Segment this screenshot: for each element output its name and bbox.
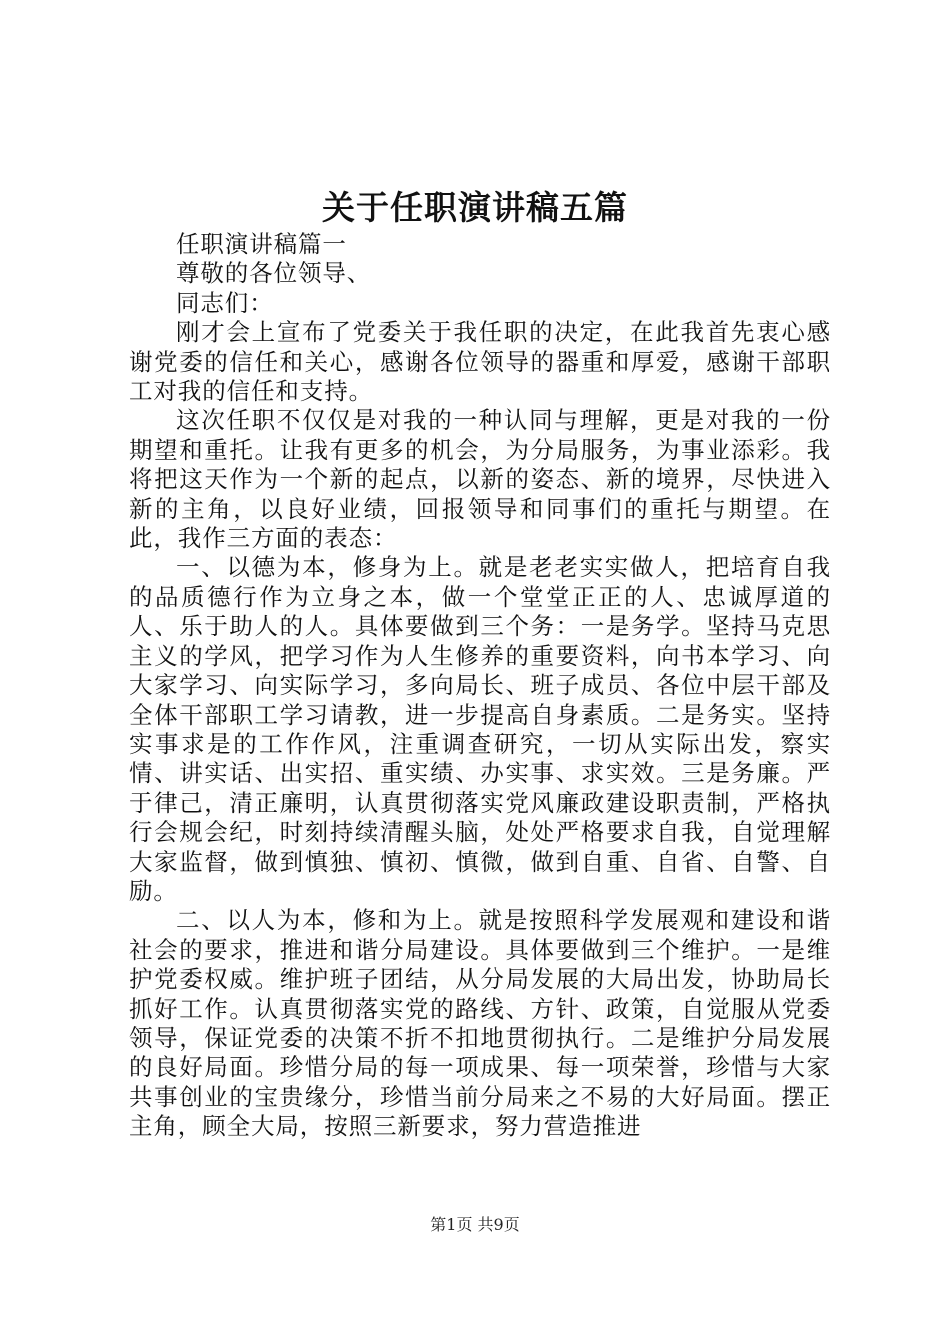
- document-body: [129, 230, 831, 1142]
- section-heading: 任职演讲稿篇一: [176, 230, 347, 258]
- body-paragraph: 刚才会上宣布了党委关于我任职的决定，在此我首先衷心感谢党委的信任和关心，感谢各位领导的器重和厚爱，感谢干部职工对我的信任和支持。: [129, 318, 831, 406]
- body-paragraph: 二、以人为本，修和为上。就是按照科学发展观和建设和谐社会的要求，推进和谐分局建设。具体要做到三个维护。一是维护党委权威。维护班子团结，从分局发展的大局出发，协助局长抓好工作。认真贯彻落实党的路线、方针、政策，自觉服从党委领导，保证党委的决策不折不扣地贯彻执行。二是维护分局发展的良好局面。珍惜分局的每一项成果、每一项荣誉，珍惜与大家共事创业的宝贵缘分，珍惜当前分局来之不易的大好局面。摆正主角，顾全大局，按照三新要求，努力营造推进: [129, 906, 831, 1141]
- page-number-footer: 第1页 共9页: [430, 1215, 520, 1234]
- salutation-line-2: 同志们：: [176, 288, 274, 317]
- document-title: 关于任职演讲稿五篇: [322, 188, 628, 227]
- body-paragraph: 这次任职不仅仅是对我的一种认同与理解，更是对我的一份期望和重托。让我有更多的机会，为分局服务，为事业添彩。我将把这天作为一个新的起点，以新的姿态、新的境界，尽快进入新的主角，以良好业绩，回报领导和同事们的重托与期望。在此，我作三方面的表态：: [129, 406, 831, 553]
- body-paragraph: 一、以德为本，修身为上。就是老老实实做人，把培育自我的品质德行作为立身之本，做一个堂堂正正的人、忠诚厚道的人、乐于助人的人。具体要做到三个务：一是务学。坚持马克思主义的学风，把学习作为人生修养的重要资料，向书本学习、向大家学习、向实际学习，多向局长、班子成员、各位中层干部及全体干部职工学习请教，进一步提高自身素质。二是务实。坚持实事求是的工作作风，注重调查研究，一切从实际出发，察实情、讲实话、出实招、重实绩、办实事、求实效。三是务廉。严于律己，清正廉明，认真贯彻落实党风廉政建设职责制，严格执行会规会纪，时刻持续清醒头脑，处处严格要求自我，自觉理解大家监督，做到慎独、慎初、慎微，做到自重、自省、自警、自励。: [129, 553, 831, 905]
- salutation-line-1: 尊敬的各位领导、: [176, 259, 372, 288]
